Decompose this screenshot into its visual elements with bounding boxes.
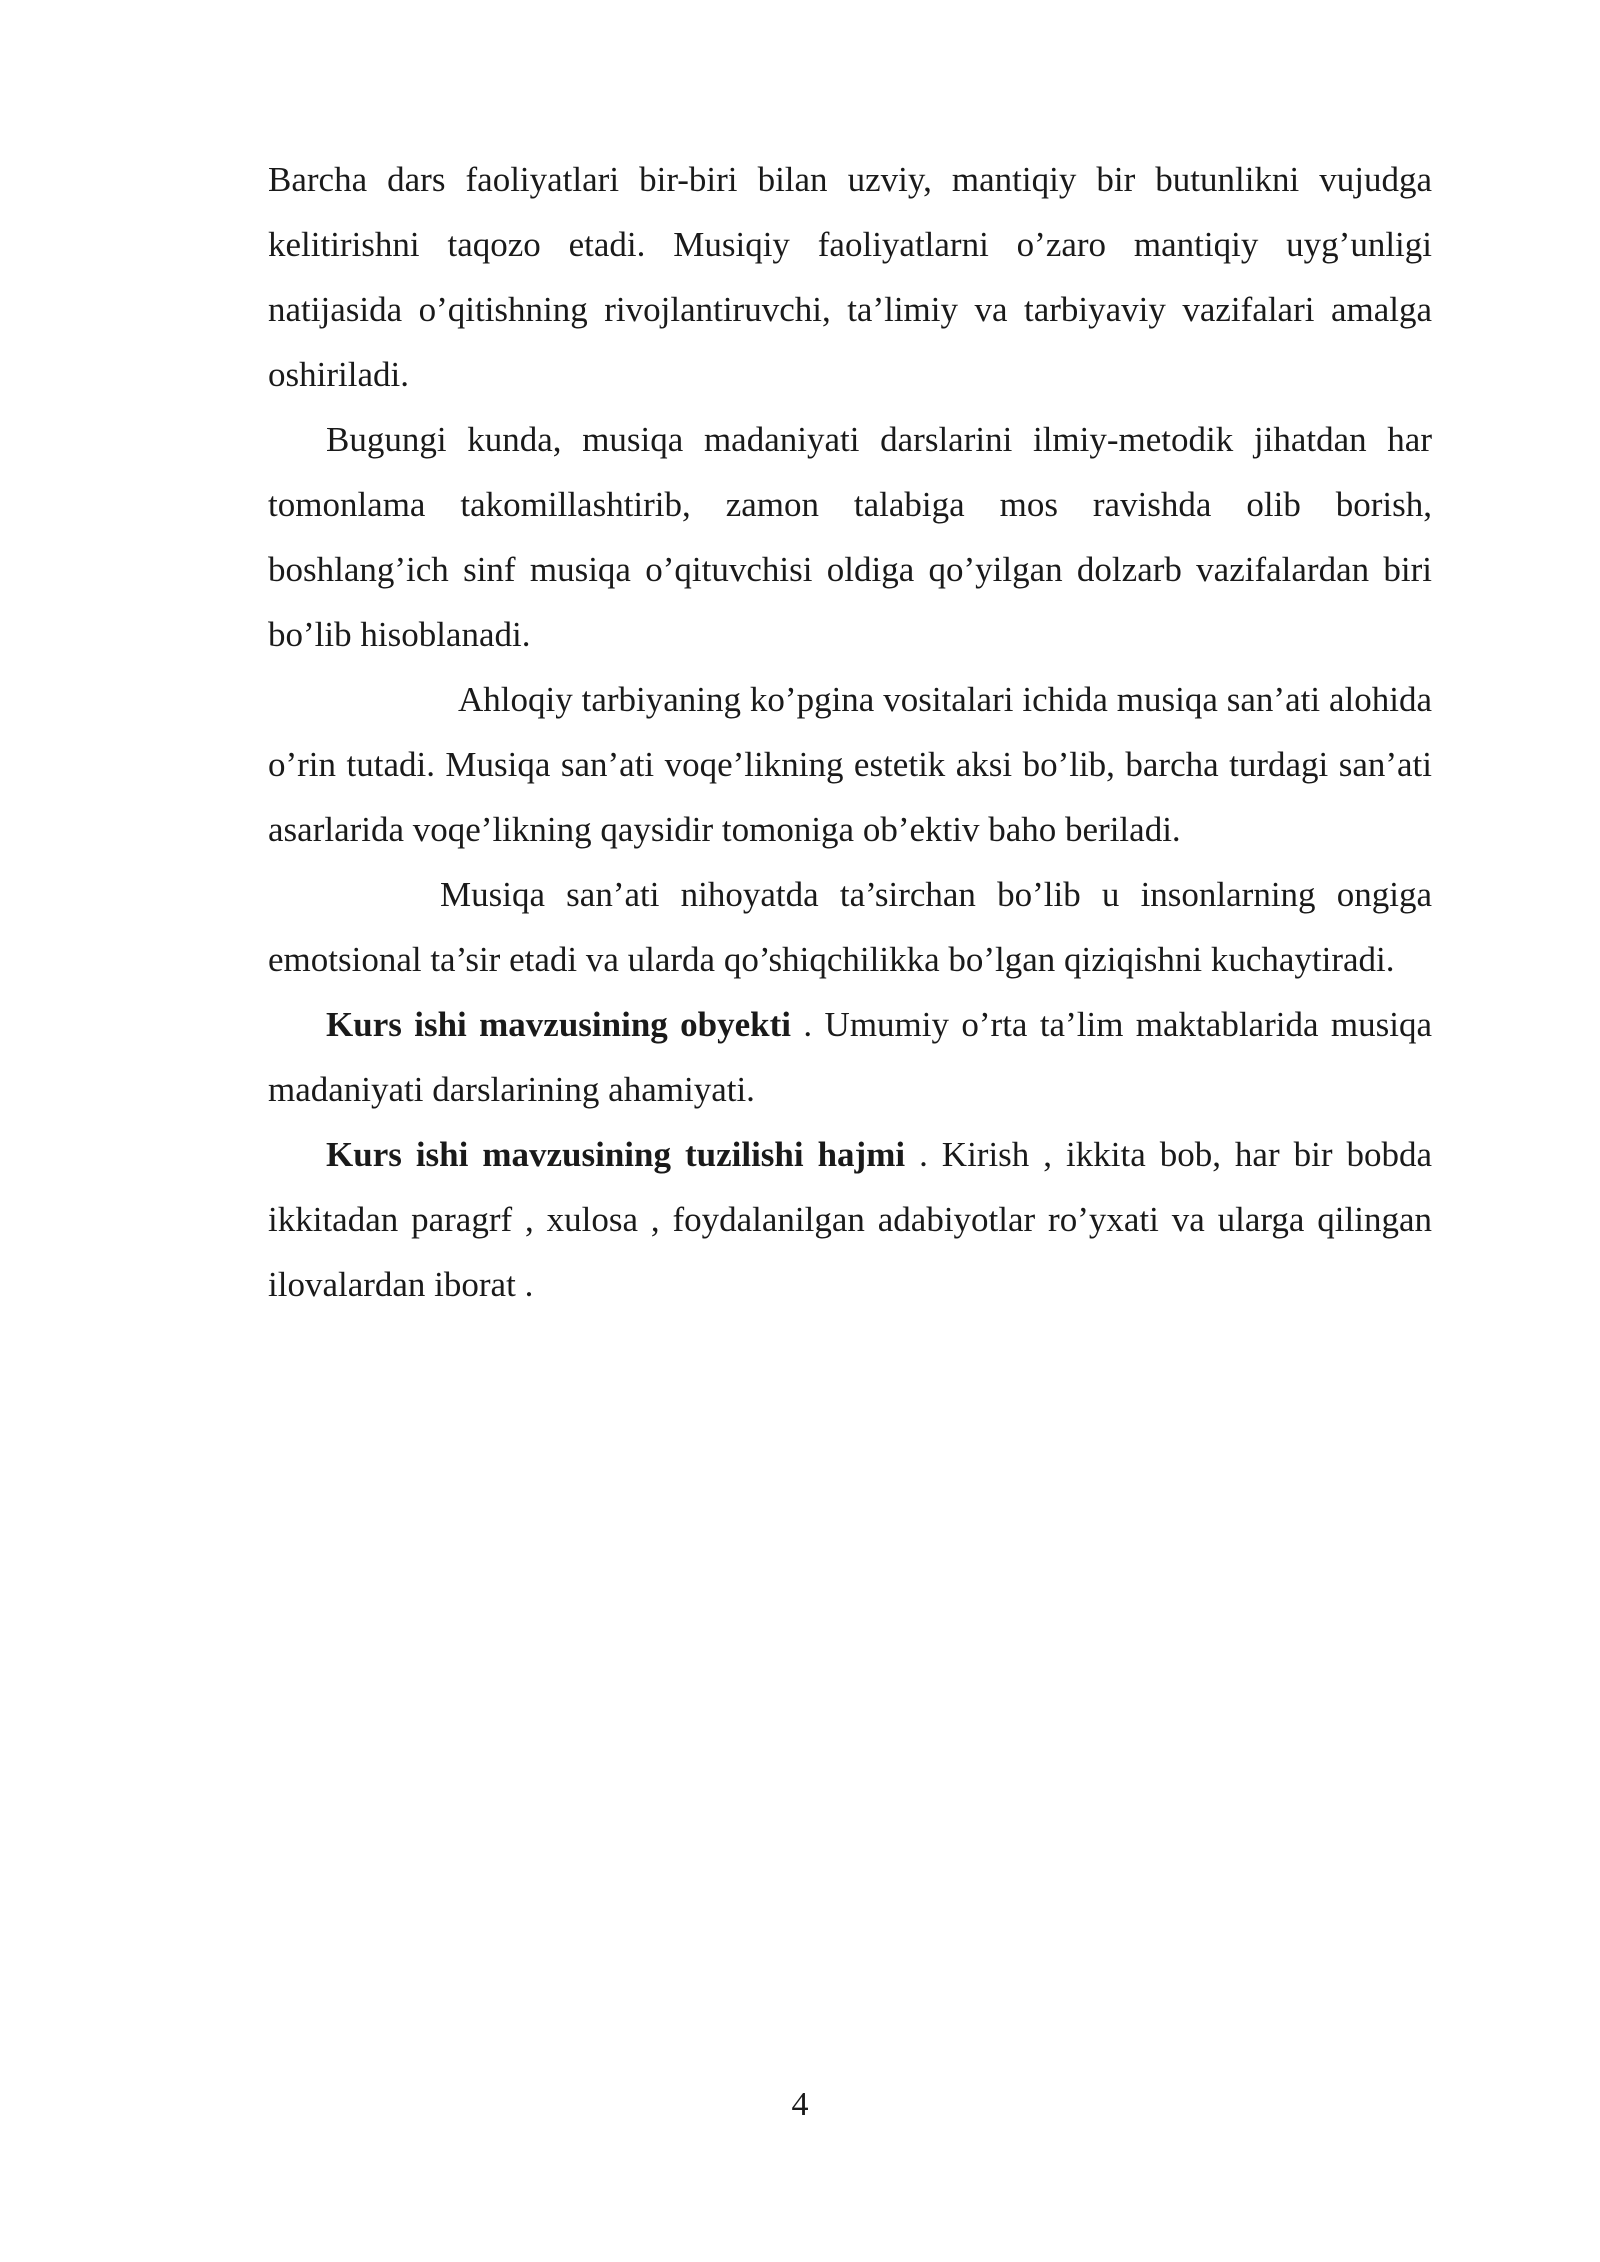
paragraph-5-heading: Kurs ishi mavzusining obyekti	[326, 1005, 792, 1044]
paragraph-1	[268, 147, 1432, 407]
paragraph-6	[268, 1122, 1432, 1317]
paragraph-3	[268, 667, 1432, 862]
paragraph-4	[268, 862, 1432, 992]
paragraph-6-heading: Kurs ishi mavzusining tuzilishi hajmi	[326, 1135, 906, 1174]
paragraph-4-text: Musiqa san’ati nihoyatda ta’sirchan bo’lib u insonlarning ongiga emotsional ta’sir etadi va ularda qo’shiqchilikka bo’lgan qiziqishni kuchaytiradi.	[268, 875, 1432, 979]
paragraph-3-text: Ahloqiy tarbiyaning ko’pgina vositalari ichida musiqa san’ati alohida o’rin tutadi. Musiqa san’ati voqe’likning estetik aksi bo’lib, barcha turdagi san’ati asarlarida voqe’likning qaysidir tomoniga ob’ektiv baho beriladi.	[268, 680, 1432, 849]
paragraph-5-text: . Umumiy o’rta ta’lim maktablarida musiqa madaniyati darslarining ahamiyati.	[268, 1005, 1432, 1109]
paragraph-5	[268, 992, 1432, 1122]
paragraph-1-text: Barcha dars faoliyatlari bir-biri bilan uzviy, mantiqiy bir butunlikni vujudga kelitirishni taqozo etadi. Musiqiy faoliyatlarni o’zaro mantiqiy uyg’unligi natijasida o’qitishning rivojlantiruvchi, ta’limiy va tarbiyaviy vazifalari amalga oshiriladi.	[268, 160, 1432, 394]
paragraph-2	[268, 407, 1432, 667]
page-number: 4	[791, 2086, 809, 2123]
body-text	[268, 147, 1432, 1317]
paragraph-2-text: Bugungi kunda, musiqa madaniyati darslarini ilmiy-metodik jihatdan har tomonlama takomillashtirib, zamon talabiga mos ravishda olib borish, boshlang’ich sinf musiqa o’qituvchisi oldiga qo’yilgan dolzarb vazifalardan biri bo’lib hisoblanadi.	[268, 420, 1432, 654]
paragraph-6-text: . Kirish , ikkita bob, har bir bobda ikkitadan paragrf , xulosa , foydalanilgan adabiyotlar ro’yxati va ularga qilingan ilovalardan iborat .	[268, 1135, 1432, 1304]
